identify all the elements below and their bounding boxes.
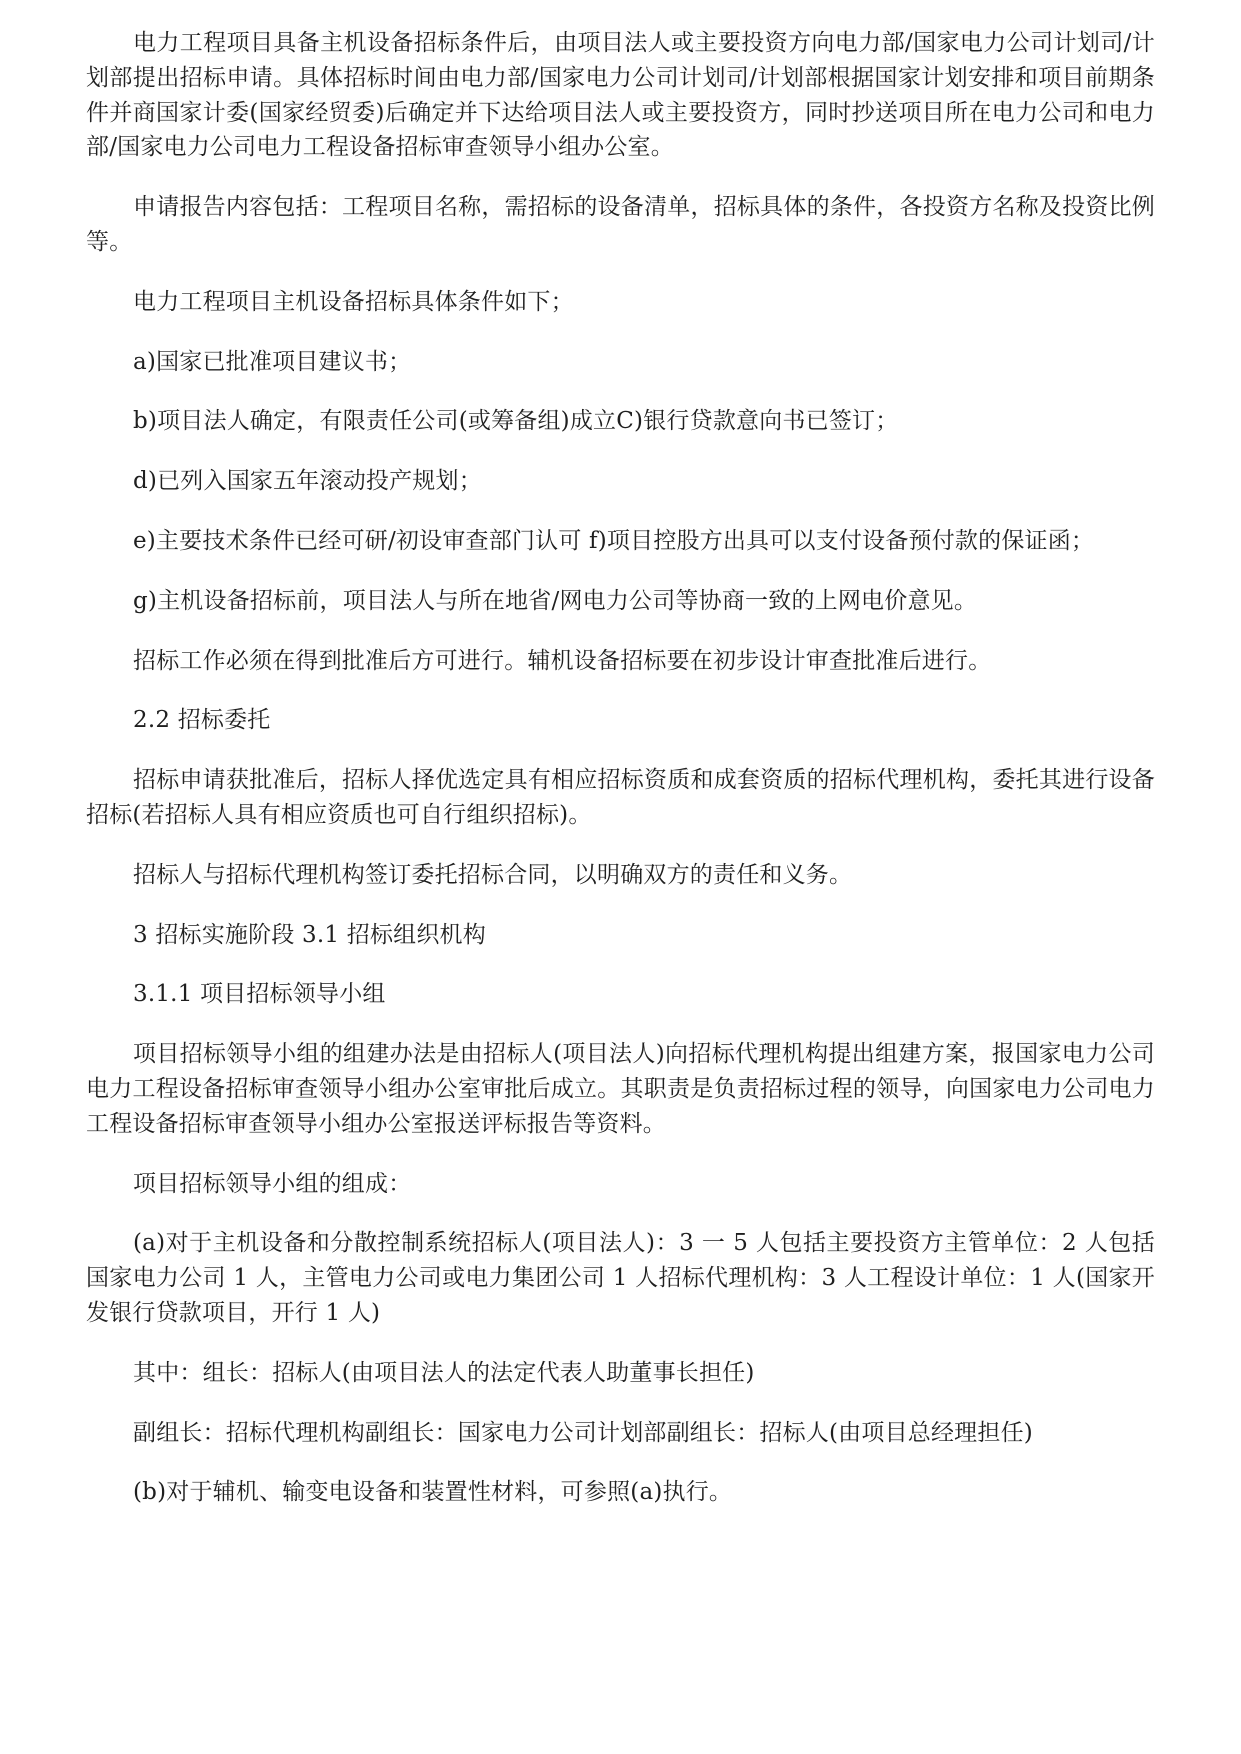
paragraph-application-report-content: 申请报告内容包括：工程项目名称，需招标的设备清单，招标具体的条件，各投资方名称及投资比例等。 <box>86 194 1155 255</box>
paragraph-application-procedure: 电力工程项目具备主机设备招标条件后，由项目法人或主要投资方向电力部/国家电力公司计划司/计划部提出招标申请。具体招标时间由电力部/国家电力公司计划司/计划部根据国家计划安排和项目前期条件并商国家计委(国家经贸委)后确定并下达给项目法人或主要投资方，同时抄送项目所在电力公司和电力部/国家电力公司电力工程设备招标审查领导小组办公室。 <box>86 30 1155 161</box>
list-item-condition-d: d)已列入国家五年滚动投产规划； <box>133 468 482 495</box>
list-item-condition-b-c: b)项目法人确定，有限责任公司(或筹备组)成立C)银行贷款意向书已签订； <box>133 408 899 435</box>
paragraph-composition-a: (a)对于主机设备和分散控制系统招标人(项目法人)：3 一 5 人包括主要投资方主管单位：2 人包括国家电力公司 1 人，主管电力公司或电力集团公司 1 人招标代理机构：3 人工程设计单位：1 人(国家开发银行贷款项目，开行 1 人) <box>86 1230 1155 1326</box>
list-item-condition-a: a)国家已批准项目建议书； <box>133 348 412 375</box>
list-item-condition-e-f: e)主要技术条件已经可研/初设审查部门认可 f)项目控股方出具可以支付设备预付款的保证函； <box>133 527 1095 554</box>
paragraph-approval-requirement: 招标工作必须在得到批准后方可进行。辅机设备招标要在初步设计审查批准后进行。 <box>133 647 992 674</box>
section-heading-2-2: 2.2 招标委托 <box>133 707 271 734</box>
paragraph-leadership-group-formation: 项目招标领导小组的组建办法是由招标人(项目法人)向招标代理机构提出组建方案，报国家电力公司电力工程设备招标审查领导小组办公室审批后成立。其职责是负责招标过程的领导，向国家电力公司电力工程设备招标审查领导小组办公室报送评标报告等资料。 <box>86 1041 1155 1137</box>
paragraph-leadership-group-composition-intro: 项目招标领导小组的组成： <box>133 1170 412 1197</box>
section-heading-3-1-1: 3.1.1 项目招标领导小组 <box>133 981 386 1008</box>
section-heading-3-3-1: 3 招标实施阶段 3.1 招标组织机构 <box>133 921 486 948</box>
paragraph-group-leader: 其中：组长：招标人(由项目法人的法定代表人助董事长担任) <box>133 1359 755 1386</box>
list-item-condition-g: g)主机设备招标前，项目法人与所在地省/网电力公司等协商一致的上网电价意见。 <box>133 587 978 614</box>
paragraph-tender-conditions-intro: 电力工程项目主机设备招标具体条件如下； <box>133 288 574 315</box>
paragraph-composition-b: (b)对于辅机、输变电设备和装置性材料，可参照(a)执行。 <box>133 1479 733 1506</box>
paragraph-agency-contract: 招标人与招标代理机构签订委托招标合同，以明确双方的责任和义务。 <box>133 861 853 888</box>
paragraph-agency-selection: 招标申请获批准后，招标人择优选定具有相应招标资质和成套资质的招标代理机构，委托其进行设备招标(若招标人具有相应资质也可自行组织招标)。 <box>86 767 1155 828</box>
document-body <box>86 26 1155 1535</box>
paragraph-deputy-leaders: 副组长：招标代理机构副组长：国家电力公司计划部副组长：招标人(由项目总经理担任) <box>133 1419 1033 1446</box>
